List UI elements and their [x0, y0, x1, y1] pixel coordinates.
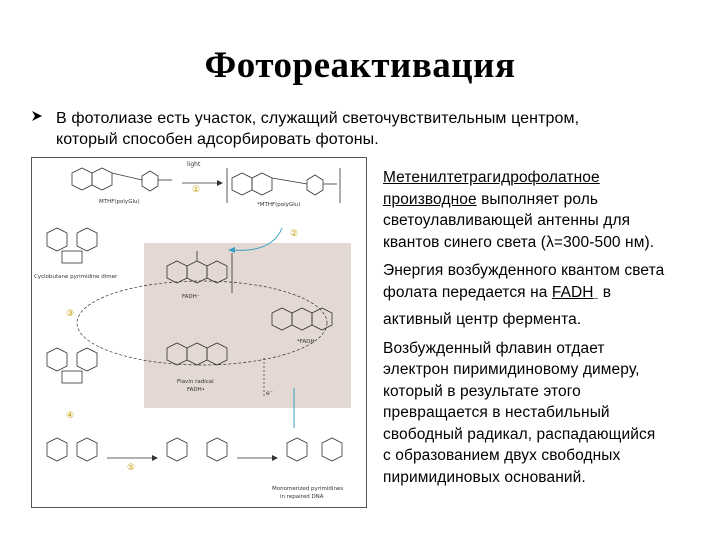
- mthf-label: MTHF(polyGlu): [99, 199, 140, 205]
- flavin-radical-label-2: FADH•: [187, 387, 206, 393]
- step-1: ①: [192, 185, 201, 195]
- energy-text-1: Энергия возбужденного квантом света: [383, 262, 665, 279]
- step-5: ⑤: [127, 463, 136, 473]
- light-label: light: [187, 161, 201, 168]
- energy-text-4: активный центр фермента.: [383, 311, 582, 329]
- fadh-term: [552, 284, 599, 301]
- fadh-subscript: −: [593, 293, 599, 303]
- excited-fadh-label: *FADH⁻: [297, 339, 318, 345]
- electron-text-3: который в результате этого: [383, 382, 581, 400]
- antenna-text-3: квантов синего света (λ=300-500 нм).: [383, 233, 655, 251]
- split-arrowhead-icon: [152, 455, 158, 461]
- folate-term-1: Метенилтетрагидрофолатное: [383, 169, 600, 186]
- arrow-bullet-icon: [30, 108, 56, 129]
- restore-arrowhead-icon: [272, 455, 278, 461]
- radical-dimer-structure: [47, 348, 97, 383]
- intro-line-2: который способен адсорбировать фотоны.: [56, 131, 379, 148]
- step-4: ④: [66, 411, 75, 421]
- flavin-radical-label-1: Flavin radical: [177, 379, 214, 385]
- fadh-text: FADH: [551, 283, 594, 301]
- dimer-label: Cyclobutane pyrimidine dimer: [34, 274, 118, 280]
- fadh-label: FADH⁻: [182, 294, 200, 300]
- electron-text-2: электрон пиримидиновому димеру,: [383, 361, 640, 379]
- electron-text-5: свободный радикал, распадающийся: [383, 425, 656, 443]
- mthf-structure: [72, 168, 172, 191]
- paragraph-energy: [383, 260, 718, 331]
- product-label-2: in repaired DNA: [280, 494, 324, 500]
- step-2: ②: [290, 229, 299, 239]
- electron-text-7: пиримидиновых оснований.: [383, 468, 586, 486]
- folate-term-2: производное: [383, 190, 477, 208]
- intro-bullet: [30, 108, 690, 150]
- intro-line-1: В фотолиазе есть участок, служащий светочувствительным центром,: [56, 110, 580, 127]
- antenna-text-2: светоулавливающей антенны для: [383, 212, 631, 229]
- split-pyrimidines-structure: [47, 438, 342, 461]
- electron-label: e⁻: [266, 390, 273, 397]
- explanation-column: [383, 167, 718, 495]
- excited-mthf-structure: [227, 168, 340, 203]
- slide-title: Фотореактивация: [204, 45, 516, 86]
- paragraph-electron: [383, 338, 718, 489]
- energy-text-3: в: [598, 283, 612, 301]
- excited-mthf-label: *MTHF(polyGlu): [257, 202, 301, 208]
- product-label-1: Monomerized pyrimidines: [272, 486, 344, 492]
- electron-text-6: с образованием двух свободных: [383, 447, 621, 465]
- electron-text-4: превращается в нестабильный: [383, 404, 610, 422]
- photolyase-mechanism-figure: [31, 157, 367, 508]
- paragraph-antenna: [383, 167, 718, 253]
- electron-text-1: Возбужденный флавин отдает: [383, 339, 605, 357]
- energy-text-2: фолата передается на: [383, 283, 552, 301]
- antenna-text-1: выполняет роль: [476, 190, 599, 208]
- light-arrowhead-icon: [217, 180, 223, 186]
- step-3: ③: [66, 309, 75, 319]
- fadh-panel: [144, 243, 351, 408]
- intro-text: [56, 108, 579, 150]
- dimer-structure: [47, 228, 97, 263]
